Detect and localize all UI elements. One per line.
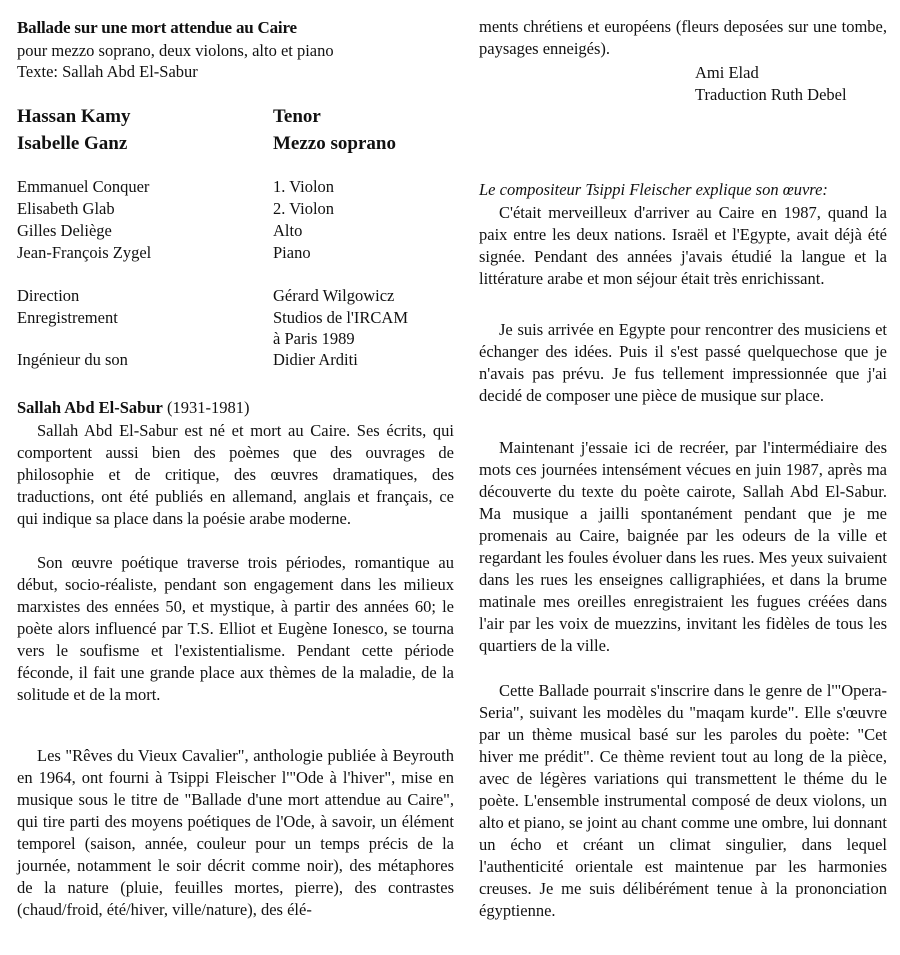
article-translator: Traduction Ruth Debel [695, 85, 847, 104]
credit-label: Enregistrement [17, 308, 118, 327]
singer-role: Mezzo soprano [273, 133, 396, 154]
musician-role: Alto [273, 221, 303, 240]
poet-paragraph: Sallah Abd El-Sabur est né et mort au Caire. Ses écrits, qui comportent aussi bien des poèmes que des ouvrages de philosophie et de critique, des œuvres dramatiques, des traductions, ont été publiés en allemand, anglais et français, ce qui indique sa place dans la poésie arabe moderne. [17, 421, 454, 528]
poet-heading [17, 398, 249, 418]
composer-paragraph: Cette Ballade pourrait s'inscrire dans le genre de l'"Opera-Seria", suivant les modèles du "maqam kurde". Elle s'œuvre par un thème musical basé sur les paroles du poète: "Cet hiver me prédit". Ce thème revient tout au long de la pièce, avec de légères variations qui transmettent le théme du le poète. L'ensemble instrumental composé de deux violons, un alto et piano, se joint au chant comme une ombre, lui donnant un écho et créant un climat singulier, dans lequel l'authenticité orientale est maintenue par les harmonies creuses. Je me suis délibérément tenue à la prononciation égyptienne. [479, 681, 887, 920]
musician-name: Elisabeth Glab [17, 199, 115, 218]
credit-value: à Paris 1989 [273, 329, 355, 348]
composer-paragraph: Je suis arrivée en Egypte pour rencontrer des musiciens et échanger des idées. Puis il s'est passé quelquechose que je n'avais pas prévu. Je fus tellement impressionnée que j'ai decidé de composer une pièce de musique sur place. [479, 320, 887, 405]
musician-name: Jean-François Zygel [17, 243, 152, 262]
poet-paragraph: Les "Rêves du Vieux Cavalier", anthologie publiée à Beyrouth en 1964, ont fourni à Tsippi Fleischer l'"Ode à l'hiver", mise en musique sous le titre de "Ballade d'une mort attendue au Caire", qui tire parti des moyens poétiques de l'Ode, à savoir, un élément temporel (saison, année, couleur pour un temps précis de la journée, notamment le soir décrit comme noir), des métaphores de la nature (pluie, feuilles mortes, pierre), des contrastes (chaud/froid, été/hiver, ville/nature), des élé- [17, 746, 454, 919]
composer-heading: Le compositeur Tsippi Fleischer explique son œuvre: [479, 180, 828, 199]
musician-role: Piano [273, 243, 311, 262]
musician-role: 2. Violon [273, 199, 335, 218]
poet-dates: (1931-1981) [166, 398, 250, 417]
singer-name: Isabelle Ganz [17, 133, 128, 154]
credit-label: Ingénieur du son [17, 350, 128, 369]
text-credit: Texte: Sallah Abd El-Sabur [17, 62, 198, 81]
musician-name: Emmanuel Conquer [17, 177, 150, 196]
continuation-text: ments chrétiens et européens (fleurs deposées sur une tombe, paysages enneigés). [479, 17, 887, 58]
title: Ballade sur une mort attendue au Caire [17, 18, 297, 37]
musician-name: Gilles Deliège [17, 221, 112, 240]
article-author: Ami Elad [695, 63, 759, 82]
credit-value: Didier Arditi [273, 350, 358, 369]
credit-label: Direction [17, 286, 80, 305]
composer-paragraph: Maintenant j'essaie ici de recréer, par l'intermédiaire des mots ces journées intensément vécues en juin 1987, après ma découverte du texte du poète cairote, Sallah Abd El-Sabur. Ma musique a jailli spontanément pendant que je me promenais au Caire, baignée par les odeurs de la ville et regardant les foules évoluer dans les rues. Mes yeux suivaient dans les rues les enseignes calligraphiées, et dans la brume matinale mes oreilles enregistraient les fugues créées dans l'air par les voix de muezzins, invitant les fidèles de tous les quartiers de la ville. [479, 438, 887, 655]
composer-paragraph: C'était merveilleux d'arriver au Caire en 1987, quand la paix entre les deux nations. Israël et l'Egypte, avait déjà été signée. Pendant des années j'avais étudié la langue et la littérature arabe et mon séjour était très enrichissant. [479, 203, 887, 288]
credit-value: Gérard Wilgowicz [273, 286, 395, 305]
instrumentation: pour mezzo soprano, deux violons, alto et piano [17, 41, 334, 60]
poet-name: Sallah Abd El-Sabur [17, 398, 163, 417]
singer-role: Tenor [273, 106, 321, 127]
credit-value: Studios de l'IRCAM [273, 308, 408, 327]
singer-name: Hassan Kamy [17, 106, 131, 127]
poet-paragraph: Son œuvre poétique traverse trois périodes, romantique au début, socio-réaliste, pendant son engagement dans les milieux marxistes des ennées 50, et mystique, à partir des années 60; le poète alors influencé par T.S. Elliot et Eugène Ionesco, se tourna vers le soufisme et l'existentialisme. Pendant cette période féconde, il fait une grande place aux thèmes de la maladie, de la solitude et de la mort. [17, 553, 454, 704]
musician-role: 1. Violon [273, 177, 335, 196]
